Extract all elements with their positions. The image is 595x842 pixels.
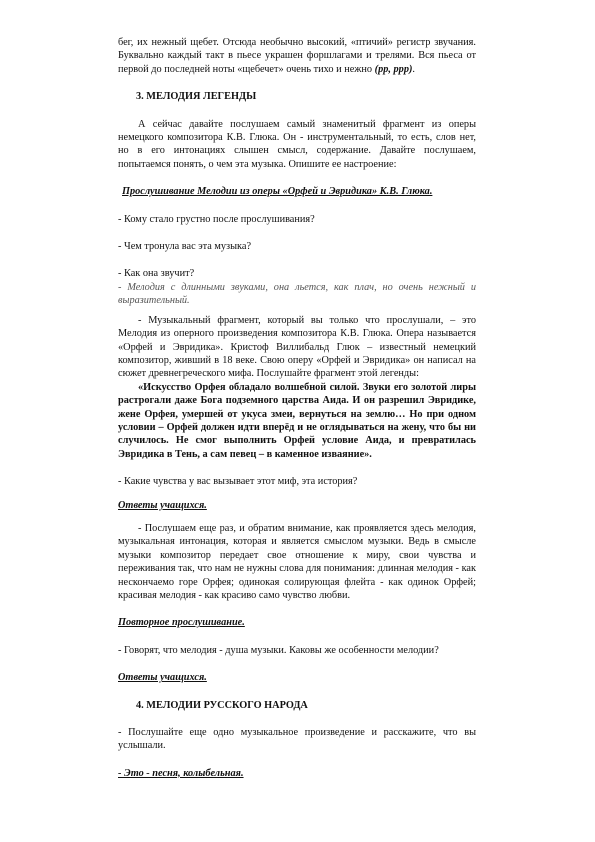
repeat-listening-note: Повторное прослушивание. [118, 617, 245, 629]
student-answers-2: Ответы учащихся. [118, 672, 207, 684]
answer-lullaby: - Это - песня, колыбельная. [118, 767, 244, 779]
paragraph-birds [118, 36, 476, 76]
section-heading-4: 4. МЕЛОДИИ РУССКОГО НАРОДА [136, 699, 308, 711]
paragraph-listen-again: - Послушаем еще раз, и обратим внимание, как проявляется здесь мелодия, музыкальная интонация, которая и является смыслом музыки. Ведь в смысле музыки композитор передает свое отношение к миру, свои чувства и переживания так, что нам не нужны слова для понимания: длинная мелодия - как нескончаемо горе Орфея; одинокая солирующая флейта - как одинок Орфей; красивая мелодия - как красиво само чувство любви. [118, 522, 476, 601]
answer-sound: - Мелодия с длинными звуками, она льется, как плач, но очень нежный и выразительный. [118, 281, 476, 307]
section-heading-3: 3. МЕЛОДИЯ ЛЕГЕНДЫ [136, 91, 257, 103]
question-sound: - Как она звучит? [118, 268, 195, 280]
paragraph-birds-end: . [412, 63, 415, 75]
question-melody-features: - Говорят, что мелодия - душа музыки. Каковы же особенности мелодии? [118, 644, 439, 656]
question-another-piece: - Послушайте еще одно музыкальное произведение и расскажите, что вы услышали. [118, 727, 476, 752]
question-feelings: - Какие чувства у вас вызывает этот миф, эта история? [118, 476, 358, 488]
listening-note: Прослушивание Мелодии из оперы «Орфей и Эвридика» К.В. Глюка. [122, 186, 433, 198]
paragraph-intro-gluck: А сейчас давайте послушаем самый знаменитый фрагмент из оперы немецкого композитора К.В. Глюка. Он - инструментальный, то есть, слов нет, но в его интонациях слышен смысл, содержание. Давайте послушаем, попытаемся понять, о чем эта музыка. Опишите ее настроение: [118, 118, 476, 170]
dynamics-marking: (pp, ppp) [374, 63, 413, 75]
question-sad: - Кому стало грустно после прослушивания? [118, 213, 315, 225]
paragraph-birds-text: бег, их нежный щебет. Отсюда необычно высокий, «птичий» регистр звучания. Буквально каждый такт в пьесе украшен форшлагами и трелями. Вся пьеса от первой до последней ноты «щебечет» очень тихо и нежно [118, 37, 476, 75]
document-page [118, 36, 476, 780]
legend-quote: «Искусство Орфея обладало волшебной силой. Звуки его золотой лиры растрогали даже Бога подземного царства Аида. И он разрешил Эвридике, жене Орфея, умершей от укуса змеи, вернуться на землю… Но при одном условии – Орфей должен идти вперёд и не оглядываться на жену, что бы ни случилось. Не смог выполнить Орфей условие Аида, и превратилась Эвридика в Тень, а сам певец – в каменное изваяние». [118, 381, 476, 460]
question-touched: - Чем тронула вас эта музыка? [118, 241, 252, 253]
student-answers-1: Ответы учащихся. [118, 499, 207, 511]
paragraph-opera: - Музыкальный фрагмент, который вы только что прослушали, – это Мелодия из оперного произведения композитора К.В. Глюка. Опера называется «Орфей и Эвридика». Кристоф Виллибальд Глюк – известный немецкий композитор, живший в 18 веке. Свою оперу «Орфей и Эвридика» он написал на сюжет древнегреческого мифа. Послушайте фрагмент этой легенды: [118, 314, 476, 380]
